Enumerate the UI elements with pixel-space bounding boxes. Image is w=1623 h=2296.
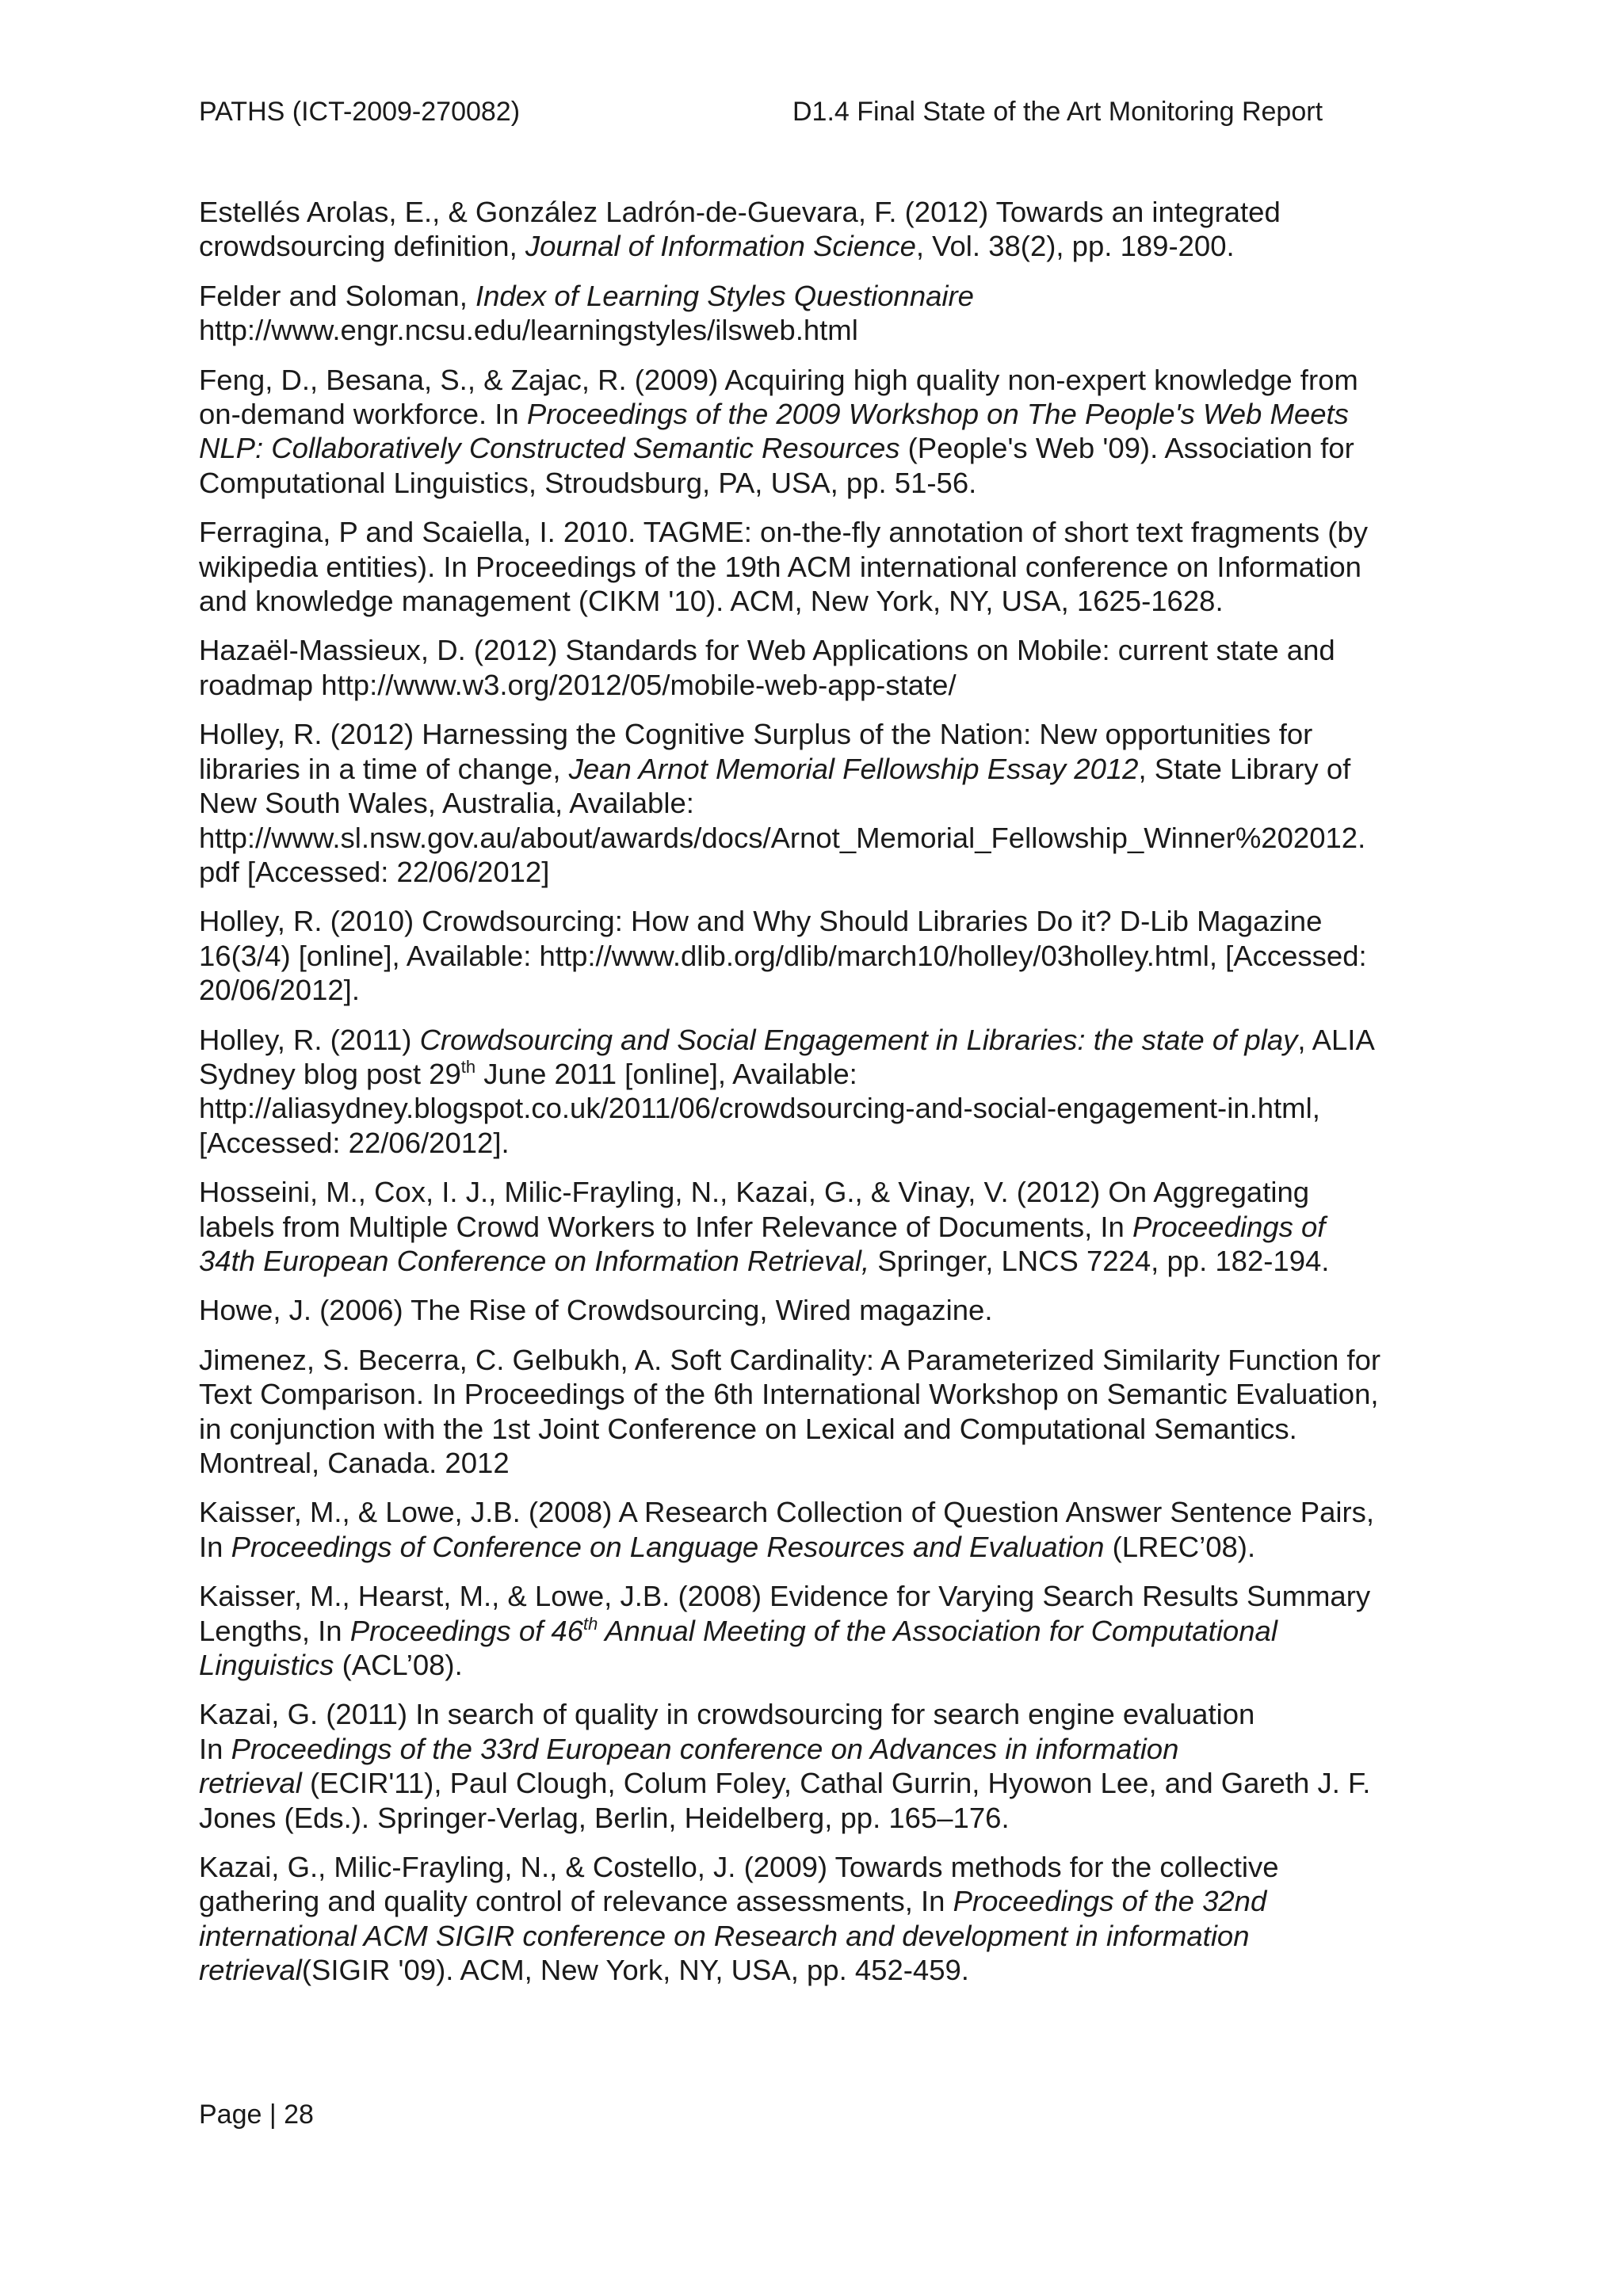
- reference-line: [199, 973, 1443, 1007]
- reference-line: [199, 939, 1443, 973]
- reference-text: wikipedia entities). In Proceedings of the 19th ACM international conference on Information: [199, 550, 1361, 583]
- project-id: PATHS (ICT-2009-270082): [199, 97, 521, 127]
- reference-text: libraries in a time of change,: [199, 752, 569, 785]
- reference-entry: [199, 1579, 1443, 1682]
- reference-entry: [199, 1293, 1443, 1327]
- reference-text: and knowledge management (CIKM '10). ACM, New York, NY, USA, 1625-1628.: [199, 585, 1224, 618]
- italic-text: NLP: Collaboratively Constructed Semantic Resources: [199, 432, 900, 465]
- reference-text: Kaisser, M., & Lowe, J.B. (2008) A Research Collection of Question Answer Sentence Pairs,: [199, 1496, 1375, 1529]
- reference-text: 20/06/2012].: [199, 974, 360, 1007]
- reference-text: In: [199, 1530, 231, 1563]
- reference-text: , Vol. 38(2), pp. 189-200.: [915, 230, 1235, 263]
- reference-text: Montreal, Canada. 2012: [199, 1447, 510, 1479]
- reference-entry: [199, 717, 1443, 889]
- reference-line: [199, 904, 1443, 938]
- reference-text: Felder and Soloman,: [199, 279, 475, 312]
- reference-line: [199, 1801, 1443, 1835]
- reference-line: [199, 1530, 1443, 1564]
- reference-text: (SIGIR '09). ACM, New York, NY, USA, pp. 452-459.: [301, 1954, 969, 1987]
- reference-text: June 2011 [online], Available:: [475, 1057, 857, 1090]
- reference-entry: [199, 363, 1443, 501]
- reference-line: [199, 786, 1443, 820]
- reference-line: [199, 1293, 1443, 1327]
- reference-text: pdf [Accessed: 22/06/2012]: [199, 855, 550, 888]
- reference-text: Holley, R. (2012) Harnessing the Cognitive Surplus of the Nation: New opportunities for: [199, 718, 1313, 751]
- reference-line: [199, 515, 1443, 549]
- reference-entry: [199, 633, 1443, 702]
- reference-entry: [199, 195, 1443, 264]
- reference-line: [199, 855, 1443, 889]
- reference-line: [199, 584, 1443, 618]
- reference-entry: [199, 1023, 1443, 1161]
- reference-text: [Accessed: 22/06/2012].: [199, 1126, 510, 1159]
- reference-line: [199, 717, 1443, 751]
- reference-line: [199, 1023, 1443, 1057]
- reference-text: Howe, J. (2006) The Rise of Crowdsourcing, Wired magazine.: [199, 1294, 993, 1327]
- reference-text: Ferragina, P and Scaiella, I. 2010. TAGME: on-the-fly annotation of short text fragments (by: [199, 516, 1368, 549]
- reference-line: [199, 1495, 1443, 1529]
- reference-text: Sydney blog post 29: [199, 1057, 461, 1090]
- italic-text: 34th European Conference on Information Retrieval,: [199, 1244, 870, 1277]
- reference-line: [199, 1953, 1443, 1987]
- italic-text: retrieval: [199, 1954, 302, 1987]
- reference-line: [199, 1614, 1443, 1648]
- reference-entry: [199, 515, 1443, 618]
- reference-entry: [199, 1495, 1443, 1564]
- reference-text: (LREC’08).: [1104, 1530, 1256, 1563]
- reference-text: Jones (Eds.). Springer-Verlag, Berlin, Heidelberg, pp. 165–176.: [199, 1801, 1010, 1834]
- reference-text: Kaisser, M., Hearst, M., & Lowe, J.B. (2008) Evidence for Varying Search Results Summary: [199, 1580, 1371, 1613]
- reference-text: on-demand workforce. In: [199, 398, 527, 431]
- reference-text: http://aliasydney.blogspot.co.uk/2011/06/crowdsourcing-and-social-engagement-in.html,: [199, 1092, 1320, 1125]
- reference-line: [199, 466, 1443, 500]
- reference-line: [199, 431, 1443, 465]
- italic-text: Index of Learning Styles Questionnaire: [475, 279, 974, 312]
- reference-line: [199, 397, 1443, 431]
- reference-line: [199, 1884, 1443, 1918]
- reference-text: roadmap http://www.w3.org/2012/05/mobile-web-app-state/: [199, 668, 957, 701]
- reference-line: [199, 195, 1443, 229]
- reference-line: [199, 1175, 1443, 1209]
- page-footer: [199, 2100, 314, 2130]
- reference-text: (ECIR'11), Paul Clough, Colum Foley, Cathal Gurrin, Hyowon Lee, and Gareth J. F.: [301, 1767, 1371, 1800]
- italic-text: Proceedings of the 33rd European conference on Advances in information: [231, 1732, 1179, 1765]
- reference-line: [199, 550, 1443, 584]
- reference-line: [199, 1850, 1443, 1884]
- reference-line: [199, 1412, 1443, 1446]
- superscript-text: th: [460, 1056, 476, 1077]
- reference-text: in conjunction with the 1st Joint Conference on Lexical and Computational Semantics.: [199, 1412, 1297, 1445]
- reference-text: (ACL’08).: [334, 1649, 463, 1682]
- reference-line: [199, 229, 1443, 263]
- reference-text: New South Wales, Australia, Available:: [199, 787, 694, 820]
- italic-text: Proceedings of Conference on Language Resources and Evaluation: [231, 1530, 1105, 1563]
- document-title: D1.4 Final State of the Art Monitoring Report: [792, 97, 1323, 127]
- reference-text: crowdsourcing definition,: [199, 230, 525, 263]
- reference-entry: [199, 904, 1443, 1007]
- reference-line: [199, 668, 1443, 702]
- reference-text: Estellés Arolas, E., & González Ladrón-de-Guevara, F. (2012) Towards an integrated: [199, 196, 1281, 228]
- italic-text: Proceedings of the 32nd: [953, 1885, 1267, 1918]
- reference-line: [199, 1126, 1443, 1160]
- reference-line: [199, 1766, 1443, 1800]
- reference-line: [199, 1697, 1443, 1731]
- reference-line: [199, 363, 1443, 397]
- reference-text: 16(3/4) [online], Available: http://www.dlib.org/dlib/march10/holley/03holley.html, [Accessed:: [199, 939, 1367, 972]
- italic-text: retrieval: [199, 1767, 302, 1800]
- reference-entry: [199, 1175, 1443, 1278]
- reference-line: [199, 633, 1443, 667]
- italic-text: th: [583, 1613, 598, 1634]
- italic-text: Linguistics: [199, 1649, 334, 1682]
- reference-line: [199, 1343, 1443, 1377]
- reference-text: Feng, D., Besana, S., & Zajac, R. (2009) Acquiring high quality non-expert knowledge from: [199, 363, 1358, 396]
- page-header: [199, 97, 1385, 136]
- reference-text: Kazai, G., Milic-Frayling, N., & Costello, J. (2009) Towards methods for the collective: [199, 1851, 1279, 1884]
- reference-line: [199, 1377, 1443, 1411]
- reference-line: [199, 1579, 1443, 1613]
- reference-entry: [199, 1697, 1443, 1835]
- reference-line: [199, 313, 1443, 347]
- reference-line: [199, 821, 1443, 855]
- reference-text: , State Library of: [1138, 752, 1351, 785]
- italic-text: Proceedings of: [1132, 1210, 1326, 1243]
- reference-line: [199, 1919, 1443, 1953]
- reference-line: [199, 752, 1443, 786]
- reference-text: Springer, LNCS 7224, pp. 182-194.: [869, 1244, 1330, 1277]
- reference-entry: [199, 1343, 1443, 1481]
- reference-text: Hazaël-Massieux, D. (2012) Standards for Web Applications on Mobile: current state and: [199, 634, 1335, 667]
- reference-text: http://www.sl.nsw.gov.au/about/awards/docs/Arnot_Memorial_Fellowship_Winner%202012.: [199, 821, 1366, 854]
- reference-text: Hosseini, M., Cox, I. J., Milic-Frayling, N., Kazai, G., & Vinay, V. (2012) On Aggregating: [199, 1176, 1310, 1209]
- italic-text: Proceedings of 46: [349, 1614, 583, 1647]
- reference-line: [199, 1057, 1443, 1091]
- reference-text: Jimenez, S. Becerra, C. Gelbukh, A. Soft Cardinality: A Parameterized Similarity Function for: [199, 1343, 1381, 1376]
- reference-entry: [199, 1850, 1443, 1988]
- reference-text: http://www.engr.ncsu.edu/learningstyles/ilsweb.html: [199, 314, 858, 347]
- reference-text: , ALIA: [1297, 1023, 1375, 1056]
- reference-text: Holley, R. (2011): [199, 1023, 420, 1056]
- reference-text: Holley, R. (2010) Crowdsourcing: How and Why Should Libraries Do it? D-Lib Magazine: [199, 905, 1323, 938]
- reference-text: Text Comparison. In Proceedings of the 6th International Workshop on Semantic Evaluation,: [199, 1378, 1379, 1411]
- reference-list: [199, 195, 1443, 2003]
- italic-text: international ACM SIGIR conference on Research and development in information: [199, 1919, 1250, 1952]
- reference-text: In: [199, 1732, 231, 1765]
- reference-text: Kazai, G. (2011) In search of quality in crowdsourcing for search engine evaluation: [199, 1698, 1255, 1731]
- page-number: Page | 28: [199, 2100, 314, 2130]
- italic-text: Crowdsourcing and Social Engagement in Libraries: the state of play: [419, 1023, 1298, 1056]
- reference-text: labels from Multiple Crowd Workers to Infer Relevance of Documents, In: [199, 1210, 1132, 1243]
- reference-line: [199, 1446, 1443, 1480]
- reference-line: [199, 1210, 1443, 1244]
- italic-text: Proceedings of the 2009 Workshop on The People's Web Meets: [526, 398, 1349, 431]
- reference-text: Computational Linguistics, Stroudsburg, PA, USA, pp. 51-56.: [199, 466, 977, 499]
- reference-entry: [199, 279, 1443, 348]
- italic-text: Journal of Information Science: [525, 230, 916, 263]
- reference-line: [199, 1732, 1443, 1766]
- reference-text: Lengths, In: [199, 1614, 350, 1647]
- reference-text: gathering and quality control of relevance assessments, In: [199, 1885, 953, 1918]
- reference-text: (People's Web '09). Association for: [899, 432, 1354, 465]
- reference-line: [199, 1244, 1443, 1278]
- reference-line: [199, 1091, 1443, 1125]
- italic-text: Annual Meeting of the Association for Computational: [598, 1614, 1277, 1647]
- italic-text: Jean Arnot Memorial Fellowship Essay 2012: [568, 752, 1139, 785]
- reference-line: [199, 1648, 1443, 1682]
- reference-line: [199, 279, 1443, 313]
